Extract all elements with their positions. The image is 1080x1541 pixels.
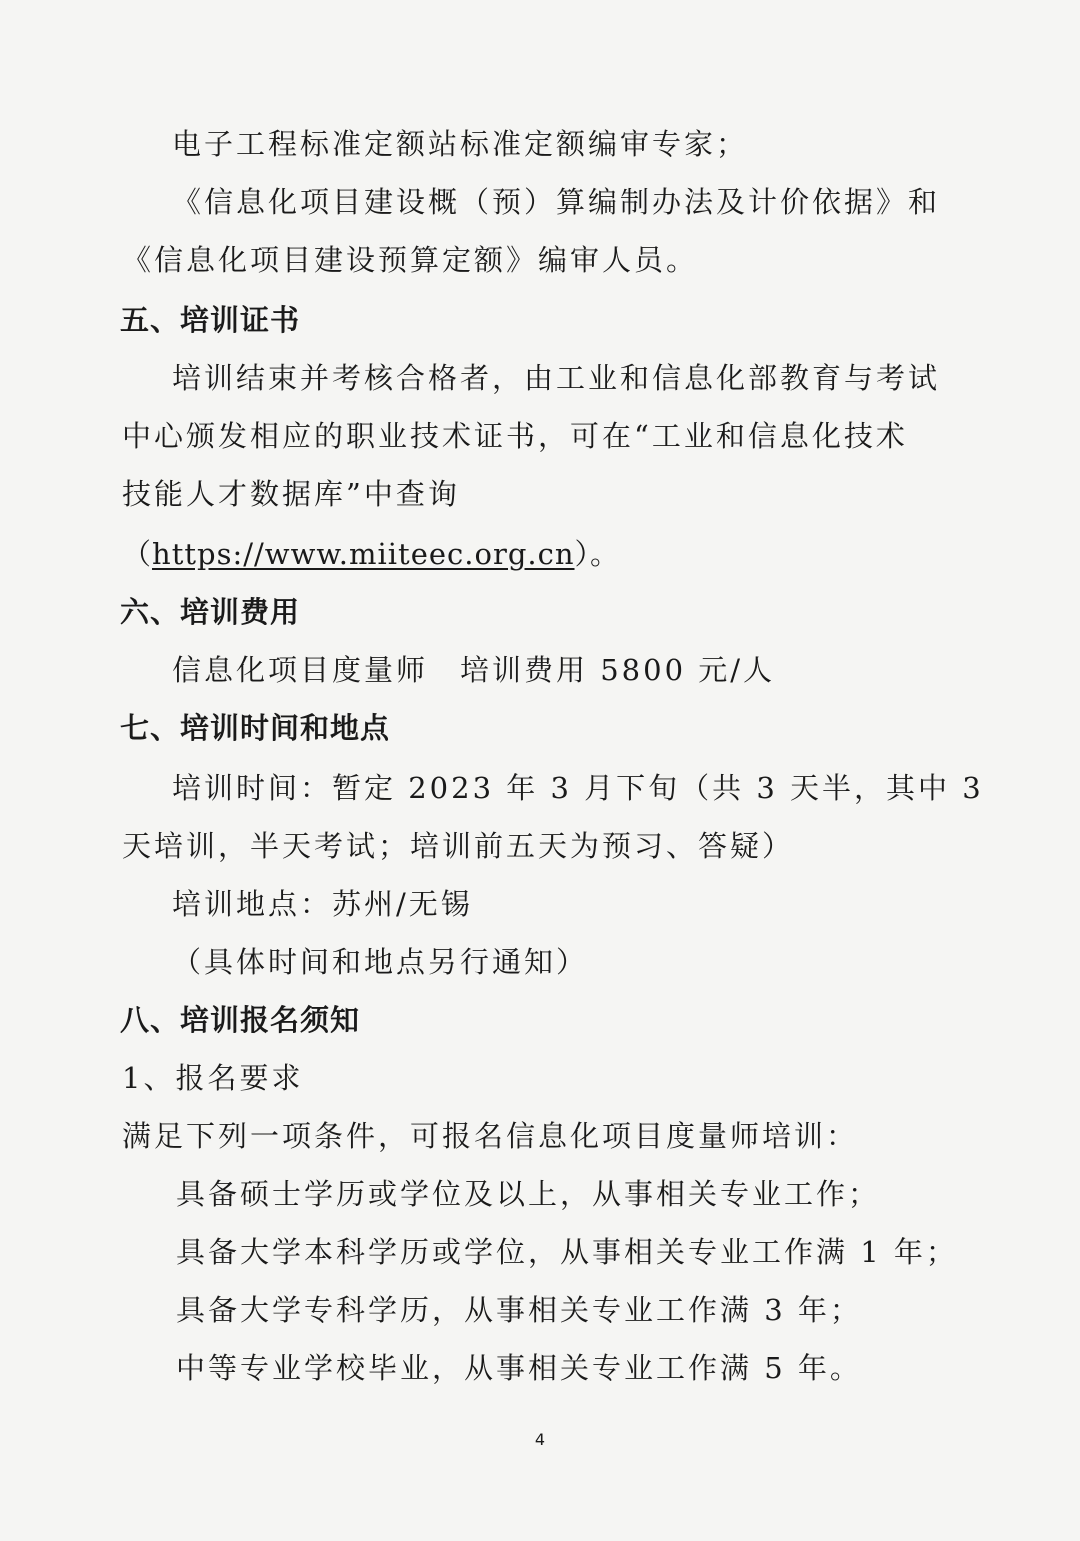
requirement-item: 中等专业学校毕业，从事相关专业工作满 5 年。 <box>176 1351 862 1385</box>
certificate-url-line <box>122 534 620 574</box>
training-time-2: 天培训，半天考试；培训前五天为预习、答疑） <box>122 829 795 863</box>
url-close-paren: ）。 <box>574 537 621 571</box>
fee-text: 信息化项目度量师 培训费用 5800 元/人 <box>172 653 776 687</box>
doc-title-line-1: 《信息化项目建设概（预）算编制办法及计价依据》和 <box>172 185 941 219</box>
registration-subheading: 1、报名要求 <box>122 1061 304 1095</box>
section-heading-registration: 八、培训报名须知 <box>120 1003 361 1037</box>
page-number: 4 <box>534 1430 546 1449</box>
certificate-text-1: 培训结束并考核合格者，由工业和信息化部教育与考试 <box>172 361 941 395</box>
training-time-1: 培训时间：暂定 2023 年 3 月下旬（共 3 天半，其中 3 <box>172 771 984 805</box>
requirement-item: 具备大学本科学历或学位，从事相关专业工作满 1 年； <box>176 1235 958 1269</box>
training-place: 培训地点：苏州/无锡 <box>172 887 473 921</box>
requirement-item: 具备大学专科学历，从事相关专业工作满 3 年； <box>176 1293 862 1327</box>
certificate-text-2: 中心颁发相应的职业技术证书，可在“工业和信息化技术 <box>122 419 908 453</box>
registration-intro: 满足下列一项条件，可报名信息化项目度量师培训： <box>122 1119 859 1153</box>
certificate-text-3: 技能人才数据库”中查询 <box>122 477 460 511</box>
expert-line: 电子工程标准定额站标准定额编审专家； <box>172 127 749 161</box>
url-open-paren: （ <box>122 537 153 571</box>
training-notice: （具体时间和地点另行通知） <box>172 945 589 979</box>
section-heading-certificate: 五、培训证书 <box>120 303 301 337</box>
doc-title-line-2: 《信息化项目建设预算定额》编审人员。 <box>122 243 699 277</box>
section-heading-fee: 六、培训费用 <box>120 595 301 629</box>
requirement-item: 具备硕士学历或学位及以上，从事相关专业工作； <box>176 1177 881 1211</box>
database-url-link[interactable]: https://www.miiteec.org.cn <box>152 537 575 571</box>
section-heading-time-place: 七、培训时间和地点 <box>120 711 391 745</box>
